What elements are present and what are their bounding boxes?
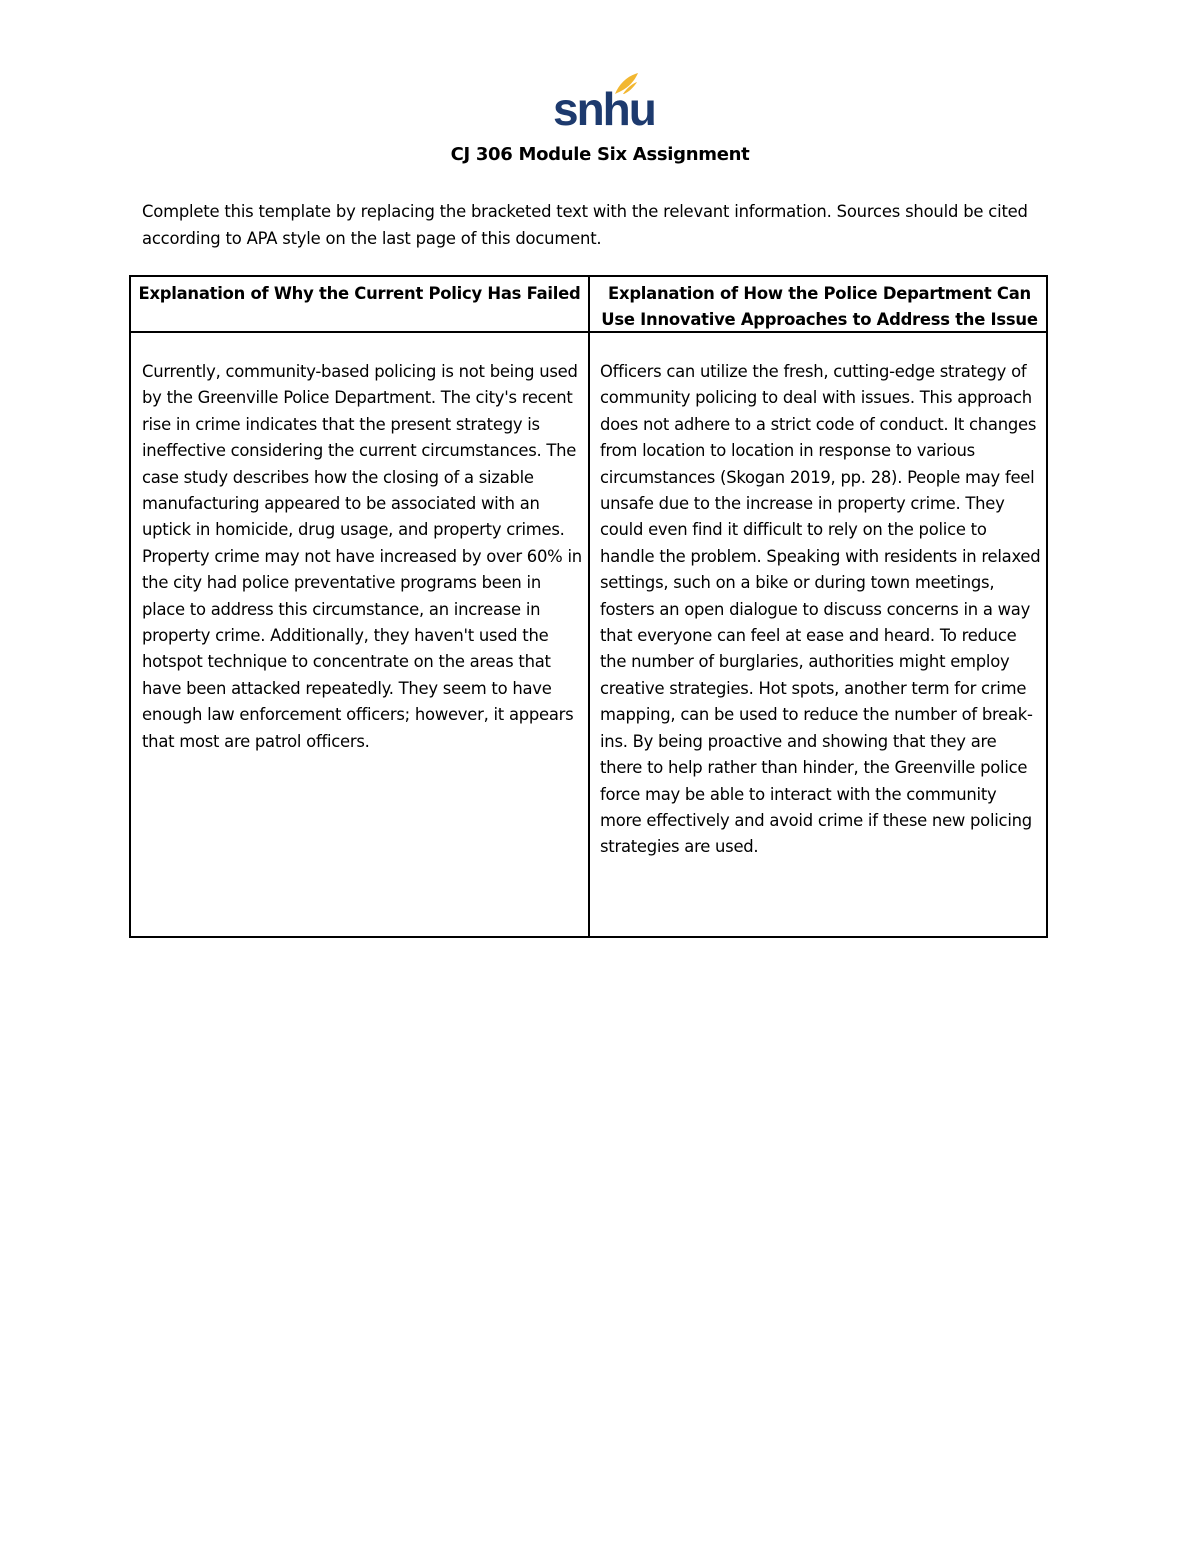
instructions-paragraph: Complete this template by replacing the bracketed text with the relevant information. Sources should be cited according to APA style on the last page of this document. [142,202,1028,248]
column-header-innovative-approaches: Explanation of How the Police Department Can Use Innovative Approaches to Address the Issue [601,284,1038,329]
cell-policy-failed-explanation: Currently, community-based policing is not being used by the Greenville Police Department. The city's recent rise in crime indicates that the present strategy is ineffective considering the current circumstances. The case study describes how the closing of a sizable manufacturing appeared to be associated with an uptick in homicide, drug usage, and property crimes. Property crime may not have increased by over 60% in the city had police preventative programs been in place to address this circumstance, an increase in property crime. Additionally, they haven't used the hotspot technique to concentrate on the areas that have been attacked repeatedly. They seem to have enough law enforcement officers; however, it appears that most are patrol officers. [142,362,582,751]
table-column-divider [588,277,590,936]
cell-innovative-approaches-explanation: Officers can utilize the fresh, cutting-edge strategy of community policing to deal with issues. This approach does not adhere to a strict code of conduct. It changes from location to location in response to various circumstances (Skogan 2019, pp. 28). People may feel unsafe due to the increase in property crime. They could even find it difficult to rely on the police to handle the problem. Speaking with residents in relaxed settings, such on a bike or during town meetings, fosters an open dialogue to discuss concerns in a way that everyone can feel at ease and heard. To reduce the number of burglaries, authorities might employ creative strategies. Hot spots, another term for crime mapping, can be used to reduce the number of break-ins. By being proactive and showing that they are there to help rather than hinder, the Greenville police force may be able to interact with the community more effectively and avoid crime if these new policing strategies are used. [600,362,1041,857]
assignment-table [129,275,1048,938]
page-title: CJ 306 Module Six Assignment [450,144,750,165]
column-header-policy-failed: Explanation of Why the Current Policy Has Failed [138,284,581,303]
logo-wordmark: snhu [553,83,655,135]
snhu-logo [553,72,655,135]
